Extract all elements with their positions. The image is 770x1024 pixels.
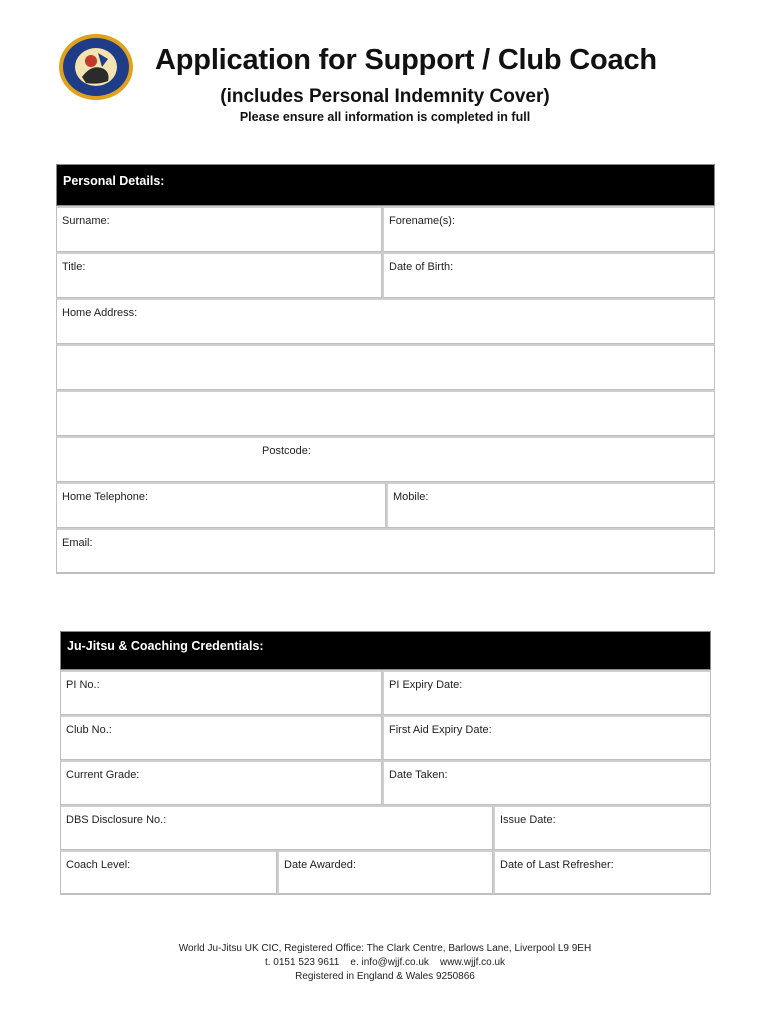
date-taken-field[interactable]: Date Taken: bbox=[382, 760, 711, 805]
instruction-note: Please ensure all information is completed in full bbox=[239, 110, 531, 124]
pi-number-field[interactable]: PI No.: bbox=[60, 670, 382, 715]
home-telephone-field[interactable]: Home Telephone: bbox=[56, 482, 386, 528]
footer-contact: t. 0151 523 9611 e. info@wjjf.co.uk www.wjjf.co.uk bbox=[264, 957, 506, 968]
current-grade-field[interactable]: Current Grade: bbox=[60, 760, 382, 805]
last-refresher-field[interactable]: Date of Last Refresher: bbox=[493, 850, 711, 895]
surname-field[interactable]: Surname: bbox=[56, 206, 382, 252]
address-line-2-field[interactable] bbox=[56, 344, 715, 390]
title-field[interactable]: Title: bbox=[56, 252, 382, 298]
forenames-field[interactable]: Forename(s): bbox=[382, 206, 715, 252]
credentials-section bbox=[60, 631, 711, 895]
page-subtitle: (includes Personal Indemnity Cover) bbox=[220, 86, 550, 107]
date-of-birth-field[interactable]: Date of Birth: bbox=[382, 252, 715, 298]
footer-address: World Ju-Jitsu UK CIC, Registered Office: The Clark Centre, Barlows Lane, Liverpool L9 9EH bbox=[178, 943, 592, 954]
footer bbox=[0, 942, 770, 984]
mobile-field[interactable]: Mobile: bbox=[386, 482, 715, 528]
dbs-number-field[interactable]: DBS Disclosure No.: bbox=[60, 805, 493, 850]
coach-level-field[interactable]: Coach Level: bbox=[60, 850, 277, 895]
page-title: Application for Support / Club Coach bbox=[155, 44, 657, 76]
postcode-field[interactable] bbox=[56, 436, 715, 482]
postcode-label: Postcode: bbox=[262, 445, 311, 457]
personal-details-heading: Personal Details: bbox=[56, 164, 715, 206]
credentials-heading: Ju-Jitsu & Coaching Credentials: bbox=[60, 631, 711, 670]
footer-registration: Registered in England & Wales 9250866 bbox=[295, 971, 475, 982]
home-address-field[interactable]: Home Address: bbox=[56, 298, 715, 344]
club-number-field[interactable]: Club No.: bbox=[60, 715, 382, 760]
date-awarded-field[interactable]: Date Awarded: bbox=[277, 850, 493, 895]
first-aid-expiry-field[interactable]: First Aid Expiry Date: bbox=[382, 715, 711, 760]
pi-expiry-field[interactable]: PI Expiry Date: bbox=[382, 670, 711, 715]
issue-date-field[interactable]: Issue Date: bbox=[493, 805, 711, 850]
personal-details-section bbox=[56, 164, 715, 574]
address-line-3-field[interactable] bbox=[56, 390, 715, 436]
email-field[interactable]: Email: bbox=[56, 528, 715, 574]
